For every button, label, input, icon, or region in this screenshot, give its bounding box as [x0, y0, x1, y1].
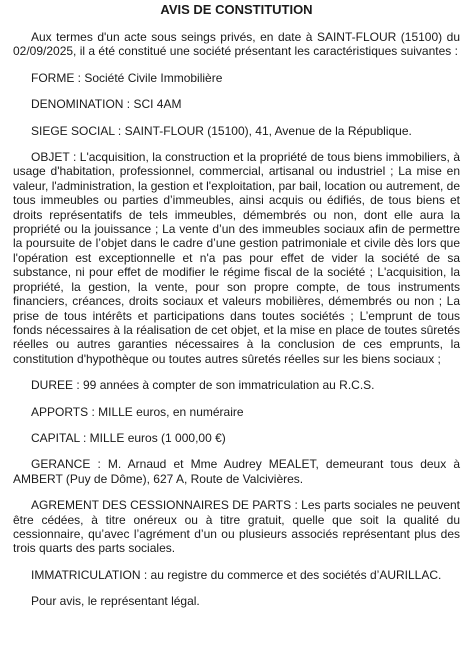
registered-office-paragraph: SIEGE SOCIAL : SAINT-FLOUR (15100), 41, Avenue de la République. — [31, 123, 412, 138]
contributions-paragraph: APPORTS : MILLE euros, en numéraire — [31, 404, 244, 419]
duration-paragraph: DUREE : 99 années à compter de son immatriculation au R.C.S. — [31, 378, 375, 393]
management-paragraph: GERANCE : M. Arnaud et Mme Audrey MEALET, demeurant tous deux à AMBERT (Puy de Dôme), 627 A, Route de Valcivières. — [13, 457, 460, 486]
registration-paragraph: IMMATRICULATION : au registre du commerce et des sociétés d’AURILLAC. — [31, 567, 442, 582]
preamble-paragraph: Aux termes d'un acte sous seings privés, en date à SAINT-FLOUR (15100) du 02/09/2025, il a été constitué une société présentant les caractéristiques suivantes : — [13, 30, 460, 59]
capital-paragraph: CAPITAL : MILLE euros (1 000,00 €) — [31, 430, 226, 445]
form-paragraph: FORME : Société Civile Immobilière — [31, 70, 223, 85]
share-transfer-approval-paragraph: AGREMENT DES CESSIONNAIRES DE PARTS : Les parts sociales ne peuvent être cédées, à titre onéreux ou à titre gratuit, quelle que soit la qualité du cessionnaire, qu’avec l’agrément d’un ou plusieurs associés représentant plus des trois quarts des parts sociales. — [13, 498, 460, 556]
purpose-paragraph: OBJET : L'acquisition, la construction et la propriété de tous biens immobiliers, à usage d'habitation, professionnel, commercial, artisanal ou industriel ; La mise en valeur, l'administration, la gestion et l'exploitation, par bail, location ou autrement, de tous immeubles ou parties d’immeubles, ainsi acquis ou édifiés, de tous biens et droits représentatifs de tels immeubles, démembrés ou non, dont elle aura la propriété ou la jouissance ; La vente d’un des immeubles sociaux afin de permettre la poursuite de l’objet dans le cadre d’une gestion patrimoniale et civile dès lors que l'opération est exceptionnelle et n'a pas pour effet de vider la société de sa substance, ni pour effet de modifier le régime fiscal de la société ; L'acquisition, la propriété, la gestion, la vente, pour son propre compte, de tous instruments financiers, créances, droits sociaux et valeurs mobilières, démembrés ou non ; La prise de tous intérêts et participations dans toutes sociétés ; L’emprunt de tous fonds nécessaires à la réalisation de cet objet, et la mise en place de toutes sûretés réelles ou autres garanties nécessaires à la conclusion de ces emprunts, la constitution d'hypothèque ou toutes autres sûretés réelles sur les biens sociaux ; — [13, 150, 460, 366]
notice-title: AVIS DE CONSTITUTION — [160, 2, 313, 17]
signature-paragraph: Pour avis, le représentant légal. — [31, 594, 200, 609]
denomination-paragraph: DENOMINATION : SCI 4AM — [31, 97, 182, 112]
